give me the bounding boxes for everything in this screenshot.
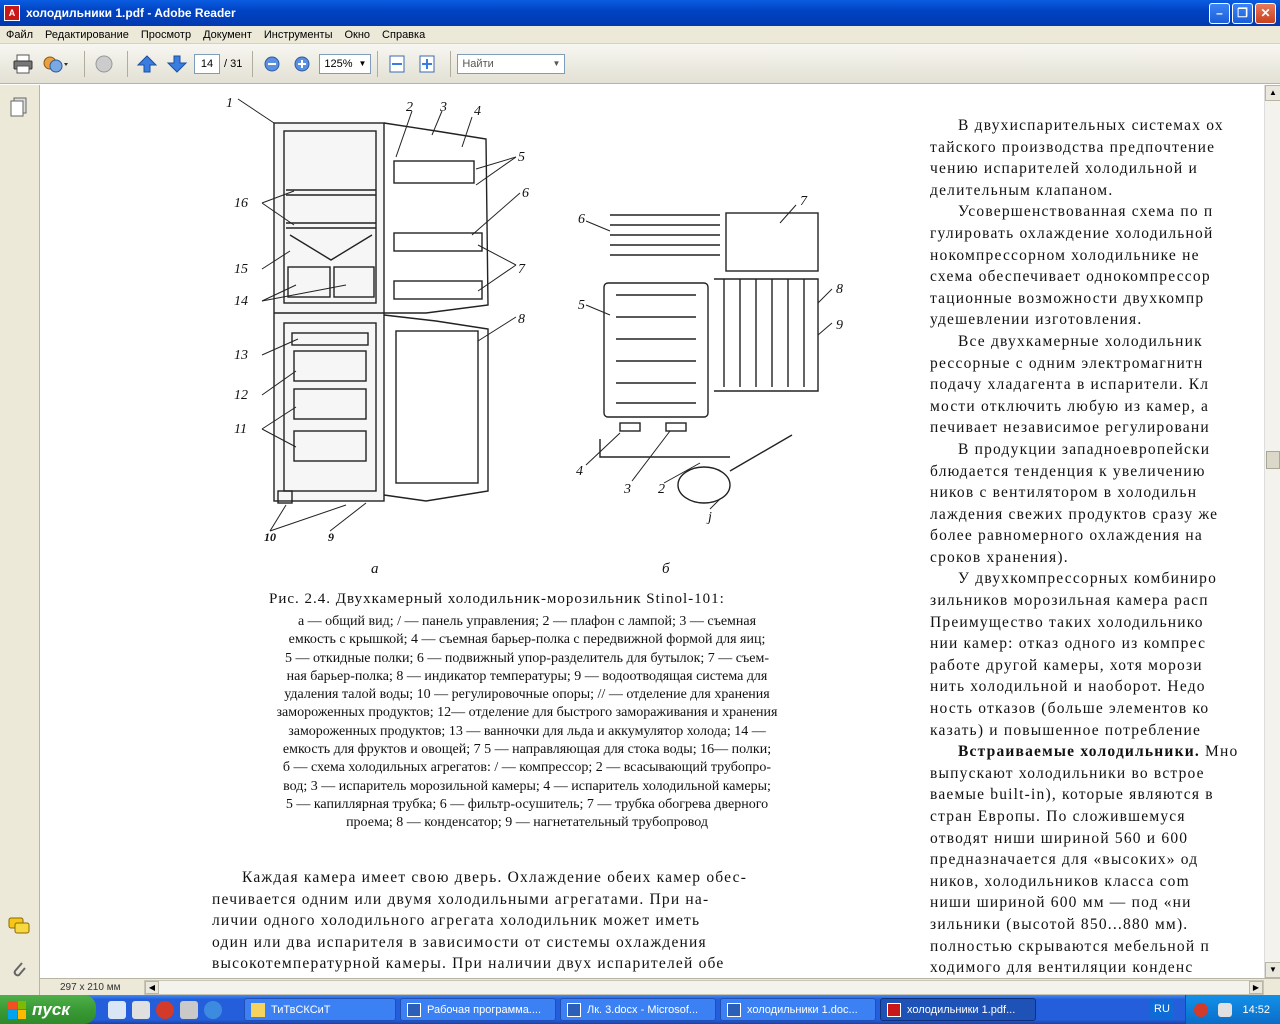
body-text-left: Каждая камера имеет свою дверь. Охлаждение обеих камер обес- печивается одним или двумя холодильными агрегатами. При на- личии одного холодильного агрегата холодильник может иметь один или два испарителя в зависимости от системы охлаждения высокотемпературной камеры. При наличии двух испарителей обе xyxy=(212,869,748,973)
vertical-scrollbar[interactable] xyxy=(1264,85,1280,978)
figure-caption-title: Рис. 2.4. Двухкамерный холодильник-морозильник Stinol-101: xyxy=(269,591,725,607)
menu-edit[interactable]: Редактирование xyxy=(45,28,129,41)
scroll-left-arrow-icon[interactable]: ◀ xyxy=(145,981,159,994)
callout-10: 10 xyxy=(264,530,276,544)
page-number-input[interactable]: 14 xyxy=(194,54,220,74)
menu-tools[interactable]: Инструменты xyxy=(263,28,333,41)
menu-window[interactable]: Окно xyxy=(344,28,371,41)
scheme-callout-4: 4 xyxy=(576,464,583,479)
system-tray xyxy=(1185,995,1280,1024)
caption-line: замороженных продуктов; 12— отделение для быстрого замораживания и хранения xyxy=(276,705,778,721)
fit-width-icon[interactable] xyxy=(384,51,410,77)
word-icon xyxy=(567,1003,581,1017)
close-button[interactable]: ✕ xyxy=(1255,3,1276,24)
scroll-thumb[interactable] xyxy=(1266,451,1280,469)
quicklaunch-app-icon[interactable] xyxy=(132,1001,150,1019)
folder-icon xyxy=(251,1003,265,1017)
scheme-callout-2: 2 xyxy=(658,482,665,497)
scheme-callout-1: j xyxy=(708,510,712,525)
quicklaunch-app-icon[interactable] xyxy=(180,1001,198,1019)
callout-7: 7 xyxy=(518,262,525,277)
zoom-out-icon[interactable] xyxy=(259,51,285,77)
tray-app-icon[interactable] xyxy=(1218,1003,1232,1017)
adobe-reader-icon: A xyxy=(4,5,20,21)
section-heading: Встраиваемые холодильники. xyxy=(958,743,1200,761)
language-indicator[interactable]: RU xyxy=(1150,999,1174,1019)
print-icon[interactable] xyxy=(10,51,36,77)
status-bar xyxy=(40,978,1280,995)
document-view[interactable] xyxy=(40,85,1264,978)
navigation-panel xyxy=(0,85,40,995)
figure-label-b: б xyxy=(662,561,670,577)
window-title: холодильники 1.pdf - Adobe Reader xyxy=(26,6,236,20)
fit-page-icon[interactable] xyxy=(414,51,440,77)
callout-16: 16 xyxy=(234,196,248,211)
next-page-icon[interactable] xyxy=(164,51,190,77)
scheme-callout-6: 6 xyxy=(578,212,585,227)
clock[interactable]: 14:52 xyxy=(1242,1003,1270,1016)
callout-15: 15 xyxy=(234,262,248,277)
caption-line: емкость для фруктов и овощей; 7 5 — направляющая для стока воды; 16— полки; xyxy=(282,742,772,758)
opera-icon[interactable] xyxy=(156,1001,174,1019)
caption-line: замороженных продуктов; 13 — ванночки для льда и аккумулятор холода; 14 — xyxy=(288,723,766,739)
pdf-icon xyxy=(887,1003,901,1017)
word-icon xyxy=(727,1003,741,1017)
zoom-value: 125% xyxy=(324,57,353,70)
minimize-button[interactable]: – xyxy=(1209,3,1230,24)
caption-line: емкость с крышкой; 4 — съемная барьер-полка с передвижной формой для яиц; xyxy=(288,632,766,648)
caption-line: б — схема холодильных агрегатов: / — компрессор; 2 — всасывающий трубопро- xyxy=(282,760,772,776)
callout-11: 11 xyxy=(234,422,247,437)
menu-bar xyxy=(0,26,1280,44)
caption-line: проема; 8 — конденсатор; 9 — нагнетательный трубопровод xyxy=(346,815,708,831)
pages-icon[interactable] xyxy=(10,97,28,117)
callout-4: 4 xyxy=(474,104,481,119)
menu-help[interactable]: Справка xyxy=(382,28,426,41)
callout-12: 12 xyxy=(234,388,248,403)
callout-3: 3 xyxy=(440,100,447,115)
title-bar xyxy=(0,0,1280,26)
attachments-icon[interactable] xyxy=(10,959,28,981)
menu-view[interactable]: Просмотр xyxy=(140,28,192,41)
callout-5: 5 xyxy=(518,150,525,165)
internet-explorer-icon[interactable] xyxy=(204,1001,222,1019)
figure-label-a: а xyxy=(371,561,379,577)
refrigerator-illustration xyxy=(226,95,606,555)
scheme-callout-9: 9 xyxy=(836,318,843,333)
taskbar xyxy=(0,995,1280,1024)
task-button-folder[interactable]: ТиТвСКСиТ xyxy=(244,998,396,1021)
caption-line: 5 — откидные полки; 6 — подвижный упор-разделитель для бутылок; 7 — съем- xyxy=(284,650,769,666)
zoom-select[interactable] xyxy=(319,54,371,74)
scroll-up-arrow-icon[interactable]: ▲ xyxy=(1265,85,1280,101)
windows-logo-icon xyxy=(8,1001,26,1019)
caption-line: ная барьер-полка; 8 — индикатор температуры; 9 — водоотводящая система для xyxy=(286,668,768,684)
caption-line: а — общий вид; / — панель управления; 2 — плафон с лампой; 3 — съемная xyxy=(297,614,757,629)
page-total: / 31 xyxy=(224,57,243,70)
callout-1: 1 xyxy=(226,96,233,111)
refrigeration-scheme-illustration xyxy=(560,195,860,535)
task-button-adobe-reader[interactable]: холодильники 1.pdf... xyxy=(880,998,1036,1021)
collaborate-icon[interactable] xyxy=(40,51,74,77)
caption-line: удаления талой воды; 10 — регулировочные опоры; // — отделение для хранения xyxy=(284,687,770,703)
pdf-page xyxy=(40,85,1264,978)
task-button-word-program[interactable]: Рабочая программа.... xyxy=(400,998,556,1021)
maximize-button[interactable]: ❐ xyxy=(1232,3,1253,24)
callout-2: 2 xyxy=(406,100,413,115)
toolbar xyxy=(0,44,1280,84)
comments-icon[interactable] xyxy=(8,917,30,935)
menu-document[interactable]: Документ xyxy=(203,28,252,41)
previous-page-icon[interactable] xyxy=(134,51,160,77)
scheme-callout-8: 8 xyxy=(836,282,843,297)
chevron-down-icon: ▼ xyxy=(552,59,561,68)
callout-6: 6 xyxy=(522,186,529,201)
figure-caption xyxy=(217,613,837,833)
search-input[interactable]: Найти ▼ xyxy=(457,54,565,74)
scroll-down-arrow-icon[interactable]: ▼ xyxy=(1265,962,1280,978)
scheme-callout-5: 5 xyxy=(578,298,585,313)
task-button-word-lecture[interactable]: Лк. 3.docx - Microsof... xyxy=(560,998,716,1021)
callout-8: 8 xyxy=(518,312,525,327)
word-icon xyxy=(407,1003,421,1017)
scroll-right-arrow-icon[interactable]: ▶ xyxy=(1249,981,1263,994)
horizontal-scrollbar[interactable] xyxy=(144,980,1264,995)
caption-line: 5 — капиллярная трубка; 6 — фильтр-осушитель; 7 — трубка обогрева дверного xyxy=(285,796,769,812)
callout-14: 14 xyxy=(234,294,248,309)
page-size-label: 297 x 210 мм xyxy=(60,981,121,993)
start-button[interactable]: пуск xyxy=(0,995,96,1024)
caption-line: вод; 3 — испаритель морозильной камеры; 4 — испаритель холодильной камеры; xyxy=(283,778,771,794)
menu-file[interactable]: Файл xyxy=(6,28,34,41)
scheme-callout-7: 7 xyxy=(800,195,807,209)
callout-13: 13 xyxy=(234,348,248,363)
tray-opera-icon[interactable] xyxy=(1194,1003,1208,1017)
show-desktop-icon[interactable] xyxy=(108,1001,126,1019)
scheme-callout-3: 3 xyxy=(624,482,631,497)
callout-9: 9 xyxy=(328,530,334,544)
select-hand-icon[interactable] xyxy=(91,51,117,77)
zoom-in-icon[interactable] xyxy=(289,51,315,77)
chevron-down-icon: ▼ xyxy=(358,59,367,68)
body-text-right: В двухиспарительных системах ох тайского производства предпочтение чению испарителей холодильной и делительным клапаном. Усовершенствованная схема по п гулировать охлаждение холодильной нокомпрессорном холодильнике не схема обеспечивает однокомпрессор тационные возможности двухкомпр удешевлении изготовления. Все двухкамерные холодильник рессорные с одним электромагнитн подачу хладагента в испарители. Кл мости отключить любую из камер, а печивает независимое регулировани В продукции западноевропейски блюдается тенденция к увеличению ников с вентилятором в холодильн лаждения свежих продуктов сразу же более равномерного охлаждения на сроков хранения). У двухкомпрессорных комбиниро зильников морозильная камера расп Преимущество таких холодильнико нии камер: отказ одного из компрес работе другой камеры, хотя морози нить холодильной и наоборот. Недо ность отказов (больше элементов ко казать) и повышенное потребление Встраиваемые холодильники. Мно выпускают холодильники во встрое ваемые built-in), которые являются в стран Европы. По сложившемуся отводят ниши шириной 560 и 600 предназначается для «высоких» од ников, холодильников класса com ниши шириной 600 мм — под «ни зильники (высотой 850...880 мм). полностью скрываются мебельной п ходимого для вентиляции конденс xyxy=(930,117,1239,977)
task-button-word-fridge[interactable]: холодильники 1.doc... xyxy=(720,998,876,1021)
